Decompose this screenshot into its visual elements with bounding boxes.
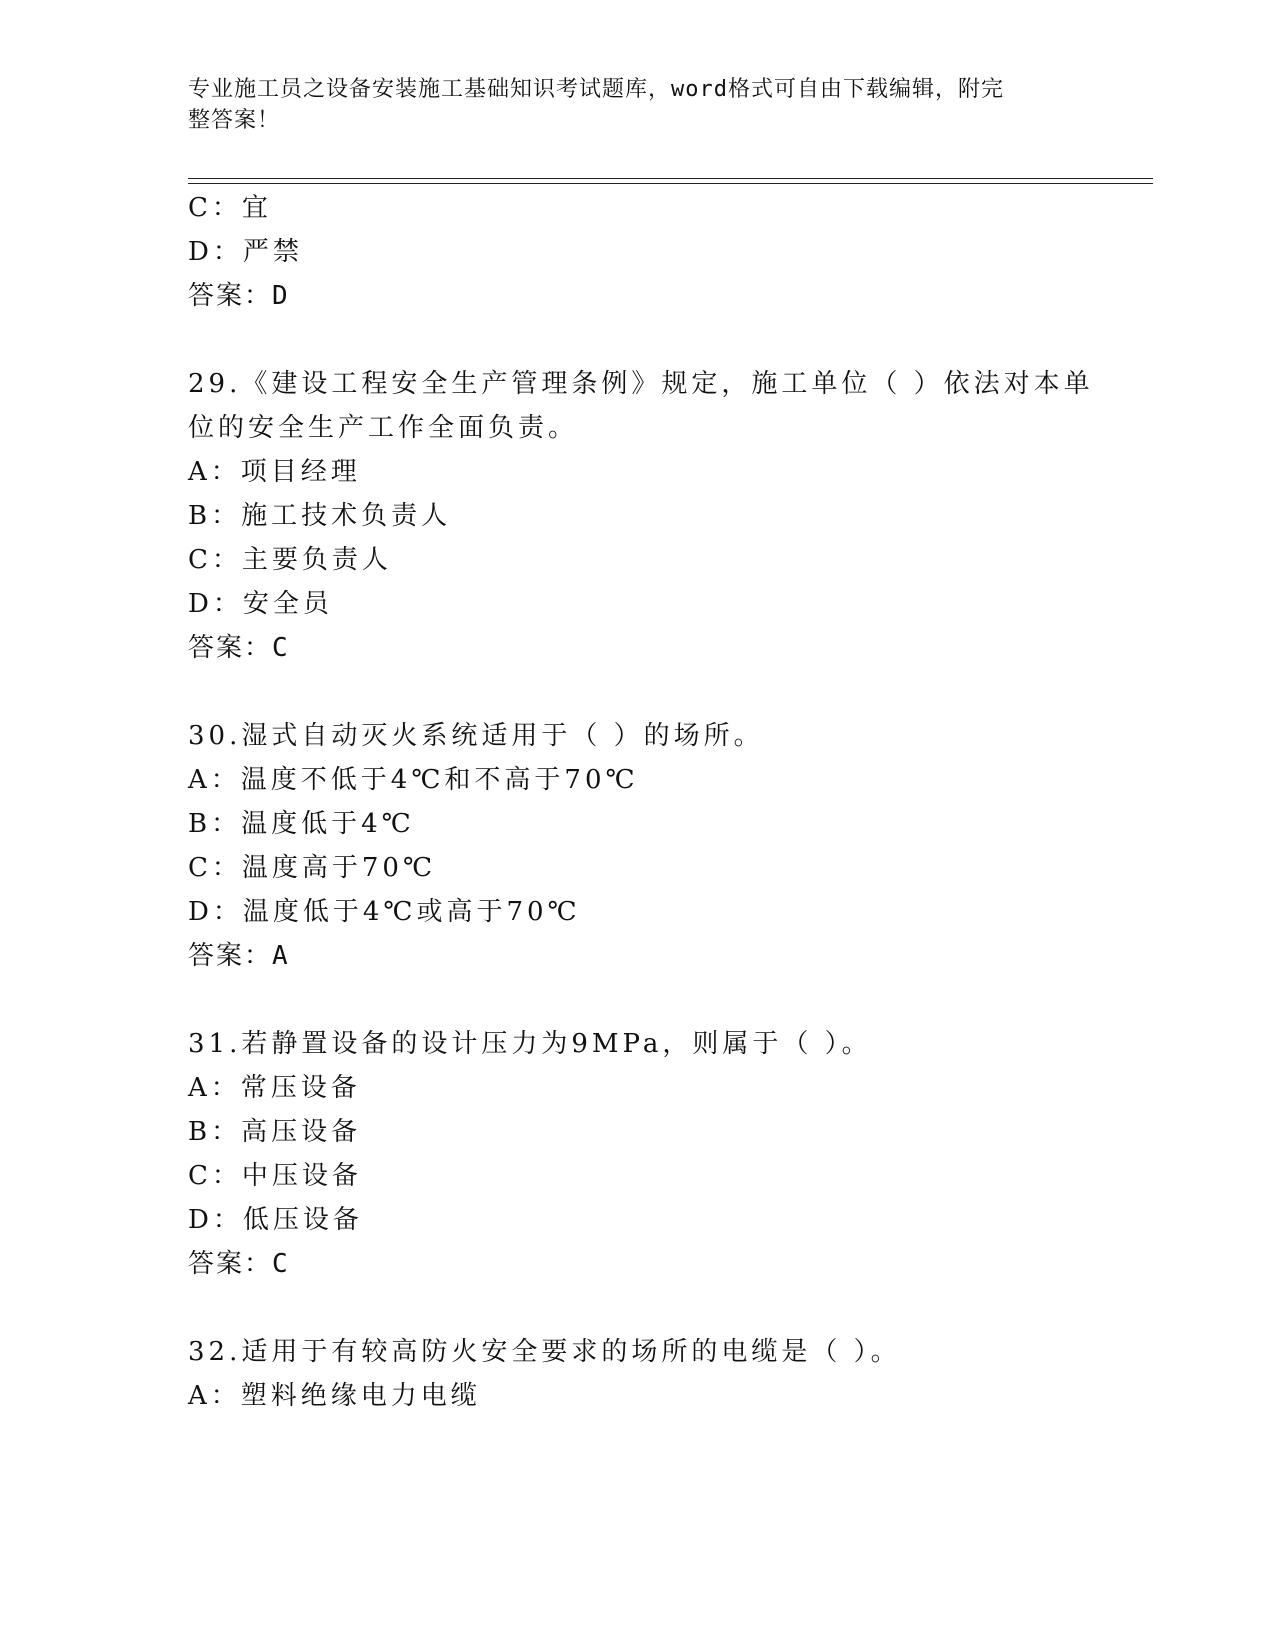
header-divider bbox=[188, 178, 1153, 184]
document-header bbox=[188, 74, 1088, 136]
q30-option-a: A：温度不低于4℃和不高于70℃ bbox=[188, 765, 639, 795]
q29-answer: 答案：C bbox=[188, 633, 290, 663]
q29-option-c: C：主要负责人 bbox=[188, 545, 392, 575]
q31-option-a: A：常压设备 bbox=[188, 1073, 361, 1103]
header-title-line-1: 专业施工员之设备安装施工基础知识考试题库，word格式可自由下载编辑，附完 bbox=[188, 77, 1004, 102]
q29-option-d: D：安全员 bbox=[188, 589, 333, 619]
q30-option-d: D：温度低于4℃或高于70℃ bbox=[188, 897, 581, 927]
q31-option-d: D：低压设备 bbox=[188, 1205, 363, 1235]
q30-stem: 30.湿式自动灭火系统适用于（ ）的场所。 bbox=[188, 721, 764, 751]
q31-stem: 31.若静置设备的设计压力为9MPa，则属于（ ）。 bbox=[188, 1029, 872, 1059]
q29-stem-line-1: 29.《建设工程安全生产管理条例》规定，施工单位（ ）依法对本单 bbox=[188, 369, 1094, 399]
q31-option-c: C：中压设备 bbox=[188, 1161, 362, 1191]
prev-option-c: C：宜 bbox=[188, 193, 272, 223]
q31-answer: 答案：C bbox=[188, 1249, 290, 1279]
prev-answer: 答案：D bbox=[188, 281, 290, 311]
q30-answer: 答案：A bbox=[188, 941, 290, 971]
q30-option-b: B：温度低于4℃ bbox=[188, 809, 415, 839]
q29-option-a: A：项目经理 bbox=[188, 457, 361, 487]
q30-option-c: C：温度高于70℃ bbox=[188, 853, 437, 883]
prev-option-d: D：严禁 bbox=[188, 237, 303, 267]
q32-option-a: A：塑料绝缘电力电缆 bbox=[188, 1381, 481, 1411]
q29-option-b: B：施工技术负责人 bbox=[188, 501, 452, 531]
q31-option-b: B：高压设备 bbox=[188, 1117, 362, 1147]
q32-stem: 32.适用于有较高防火安全要求的场所的电缆是（ ）。 bbox=[188, 1337, 901, 1367]
header-title-line-2: 整答案！ bbox=[188, 108, 281, 133]
q29-stem-line-2: 位的安全生产工作全面负责。 bbox=[188, 413, 579, 443]
